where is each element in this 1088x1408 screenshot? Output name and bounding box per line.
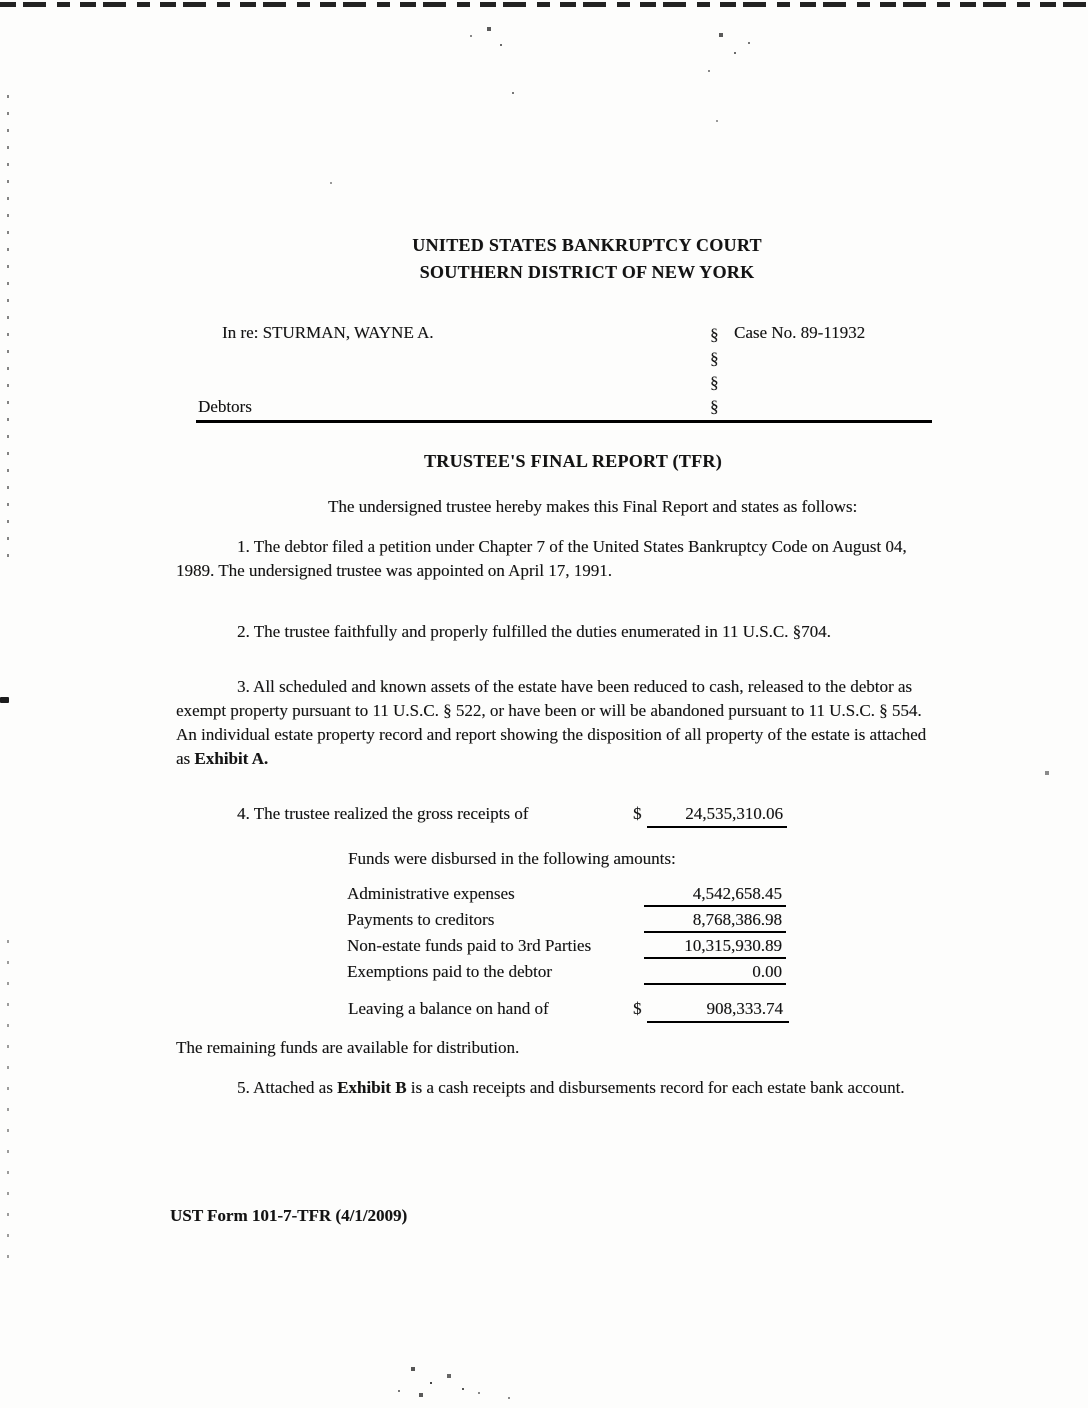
scan-artifact-left-dots bbox=[7, 95, 9, 565]
disbursement-amount: 0.00 bbox=[644, 959, 786, 985]
balance-label: Leaving a balance on hand of bbox=[348, 999, 549, 1018]
disbursement-label: Administrative expenses bbox=[347, 884, 515, 903]
section-symbol: § bbox=[710, 397, 719, 416]
paragraph-3-text: 3. All scheduled and known assets of the estate have been reduced to cash, released to the debtor as exempt property pursuant to 11 U.S.C. § 522, or have been or will be abandoned pursuant to 11 U.S.C. § 554. An individual estate property record and report showing the disposition of all property of the estate is attached as bbox=[176, 677, 927, 768]
section-symbol: § bbox=[710, 373, 719, 392]
form-footer: UST Form 101-7-TFR (4/1/2009) bbox=[170, 1206, 408, 1225]
court-name: UNITED STATES BANKRUPTCY COURT bbox=[412, 235, 762, 255]
court-header bbox=[176, 232, 934, 286]
gross-receipts-label: 4. The trustee realized the gross receipts of bbox=[237, 804, 529, 823]
section-symbol: § bbox=[710, 325, 719, 344]
scan-artifact-left-mark bbox=[0, 697, 9, 703]
court-district: SOUTHERN DISTRICT OF NEW YORK bbox=[419, 262, 755, 282]
paragraph-3 bbox=[176, 675, 934, 771]
disbursement-amount: 8,768,386.98 bbox=[644, 907, 786, 933]
disbursement-label: Payments to creditors bbox=[347, 910, 495, 929]
disbursement-label: Non-estate funds paid to 3rd Parties bbox=[347, 936, 592, 955]
caption-underline bbox=[196, 420, 932, 423]
disbursement-row bbox=[347, 933, 934, 959]
paragraph-5-suffix: is a cash receipts and disbursements record for each estate bank account. bbox=[406, 1078, 905, 1097]
remaining-funds-note: The remaining funds are available for distribution. bbox=[176, 1038, 520, 1057]
disbursement-label: Exemptions paid to the debtor bbox=[347, 962, 552, 981]
scan-artifact-left-dots bbox=[7, 940, 9, 1260]
disbursement-row bbox=[347, 959, 934, 985]
report-title: TRUSTEE'S FINAL REPORT (TFR) bbox=[424, 451, 722, 471]
section-symbol-column bbox=[710, 323, 719, 419]
paragraph-1: 1. The debtor filed a petition under Chapter 7 of the United States Bankruptcy Code on August 04, 1989. The undersigned trustee was appointed on April 17, 1991. bbox=[176, 537, 907, 580]
document-content bbox=[170, 0, 934, 1228]
case-number: Case No. 89-11932 bbox=[734, 323, 866, 342]
paragraph-5-prefix: 5. Attached as bbox=[237, 1078, 338, 1097]
in-re-line: In re: STURMAN, WAYNE A. bbox=[222, 323, 434, 342]
disbursement-amount: 10,315,930.89 bbox=[644, 933, 786, 959]
balance-amount: 908,333.74 bbox=[647, 997, 789, 1023]
case-caption bbox=[176, 321, 934, 420]
gross-receipts-row bbox=[176, 802, 934, 828]
dollar-sign: $ bbox=[633, 999, 642, 1018]
gross-receipts-amount: 24,535,310.06 bbox=[647, 802, 787, 828]
disbursements-table bbox=[176, 881, 934, 985]
disbursement-amount: 4,542,658.45 bbox=[644, 881, 786, 907]
intro-line: The undersigned trustee hereby makes this Final Report and states as follows: bbox=[328, 497, 858, 516]
paragraph-2: 2. The trustee faithfully and properly fulfilled the duties enumerated in 11 U.S.C. §704. bbox=[237, 622, 831, 641]
funds-disbursed-intro: Funds were disbursed in the following amounts: bbox=[348, 849, 676, 868]
exhibit-a-reference: Exhibit A. bbox=[194, 749, 269, 768]
dollar-sign: $ bbox=[633, 804, 642, 823]
section-symbol: § bbox=[710, 349, 719, 368]
scan-artifact-speckles bbox=[0, 0, 2, 2]
paragraph-5 bbox=[176, 1076, 934, 1100]
balance-row bbox=[176, 997, 934, 1023]
disbursement-row bbox=[347, 907, 934, 933]
debtors-label: Debtors bbox=[198, 397, 252, 416]
disbursement-row bbox=[347, 881, 934, 907]
exhibit-b-reference: Exhibit B bbox=[337, 1078, 407, 1097]
